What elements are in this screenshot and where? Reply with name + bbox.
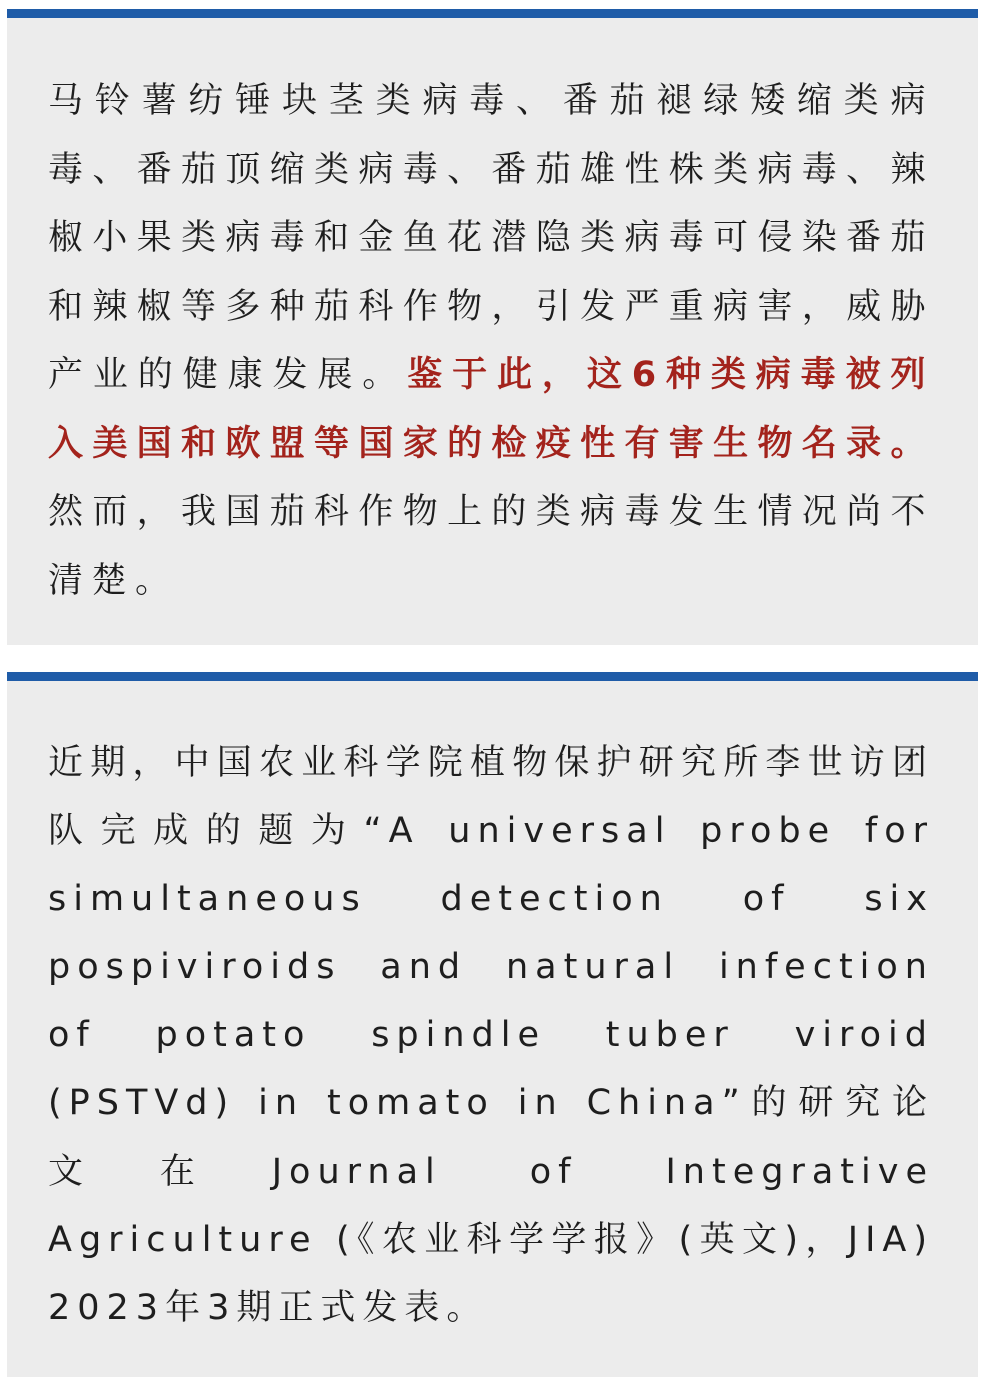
text-card-1 [7, 9, 978, 645]
paragraph-viroid-threat [48, 67, 934, 615]
paragraph-publication: 近期，中国农业科学院植物保护研究所李世访团队完成的题为“A universal probe for simultaneous detection of six pospiviroids and natural infection of potato spindle tuber viroid (PSTVd) in tomato in China”的研究论文在Journal of Integrative Agriculture (《农业科学学报》(英文)，JIA) 2023年3期正式发表。 [48, 743, 934, 1328]
card-accent-bar [7, 9, 978, 18]
paragraph-intro: 马铃薯纺锤块茎类病毒、番茄褪绿矮缩类病毒、番茄顶缩类病毒、番茄雄性株类病毒、辣椒小果类病毒和金鱼花潜隐类病毒可侵染番茄和辣椒等多种茄科作物，引发严重病害，威胁产业的健康发展。 [48, 81, 934, 395]
text-card-2 [7, 672, 978, 1377]
quarantine-highlight: 鉴于此，这6种类病毒被列入美国和欧盟等国家的检疫性有害生物名录。 [48, 355, 934, 464]
paragraph-outro: 然而，我国茄科作物上的类病毒发生情况尚不清楚。 [48, 492, 934, 601]
card-accent-bar [7, 672, 978, 681]
